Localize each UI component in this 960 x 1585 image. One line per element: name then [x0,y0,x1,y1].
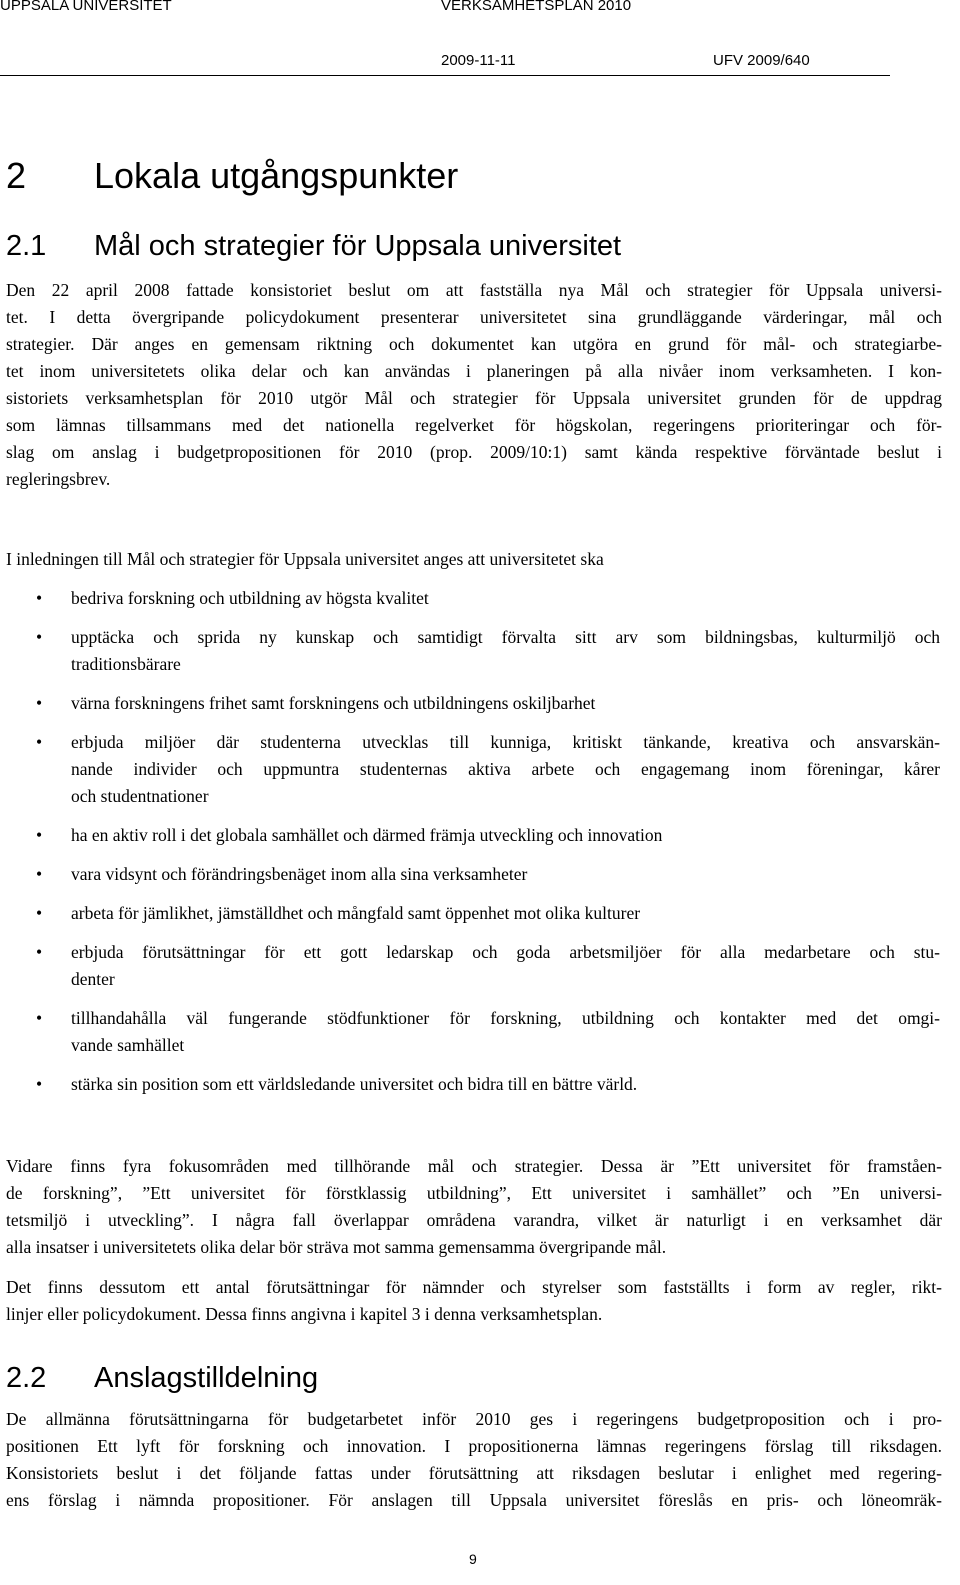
bullet-icon: • [36,627,43,647]
text-line: vara vidsynt och förändringsbenäget inom alla sina verksamheter [71,864,528,884]
chapter-number: 2 [6,155,27,196]
text-line: linjer eller policydokument. Dessa finns angivna i kapitel 3 i denna verksamhetsplan. [6,1304,603,1324]
bullet-icon: • [36,732,43,752]
paragraph-focus-areas [6,1153,942,1261]
bullet-icon: • [36,942,43,962]
text-line: regleringsbrev. [6,469,111,489]
chapter-heading [6,154,458,198]
text-line: de forskning”, ”Ett universitet för förstklassig utbildning”, Ett universitet i samhället” och ”En universi- [6,1183,942,1203]
bullet-icon: • [36,588,43,608]
list-item [0,939,940,993]
page-number: 9 [469,1551,477,1567]
header-date: 2009-11-11 [441,52,516,69]
section-heading-2-1 [6,228,621,264]
text-line: Konsistoriets beslut i det följande fattas under förutsättning att riksdagen beslutar i enlighet med regering- [6,1463,942,1483]
text-line: denter [71,969,115,989]
list-item [0,900,940,927]
paragraph-prerequisites [6,1274,942,1328]
text-line: tet inom universitetets olika delar och kan användas i planeringen på alla nivåer inom verksamheten. I kon- [6,361,942,381]
paragraph-intro [6,546,942,573]
paragraph-allocation [6,1406,942,1514]
text-line: De allmänna förutsättningarna för budgetarbetet inför 2010 ges i regeringens budgetproposition och i pro- [6,1409,942,1429]
text-line: alla insatser i universitetets olika delar bör sträva mot samma gemensamma övergripande mål. [6,1237,667,1257]
header-divider [0,75,890,76]
section-heading-2-2 [6,1360,318,1396]
chapter-title: Lokala utgångspunkter [94,155,459,196]
text-line: Vidare finns fyra fokusområden med tillhörande mål och strategier. Dessa är ”Ett universitet för framståen- [6,1156,942,1176]
section-number: 2.1 [6,230,47,262]
bullet-icon: • [36,825,43,845]
bullet-list [0,585,940,1098]
bullet-icon: • [36,1008,43,1028]
text-line: Det finns dessutom ett antal förutsättningar för nämnder och styrelser som fastställts i form av regler, rikt- [6,1277,942,1297]
text-line: tet. I detta övergripande policydokument presenterar universitetet sina grundläggande värderingar, mål och [6,307,942,327]
text-line: positionen Ett lyft för forskning och innovation. I propositionerna lämnas regeringens förslag till riksdagen. [6,1436,942,1456]
text-line: erbjuda förutsättningar för ett gott ledarskap och goda arbetsmiljöer för alla medarbetare och stu- [71,942,940,962]
bullet-icon: • [36,693,43,713]
list-item [0,822,940,849]
text-line: värna forskningens frihet samt forskningens och utbildningens oskiljbarhet [71,693,596,713]
list-item [0,1071,940,1098]
paragraph-goals-strategies [6,277,942,493]
text-line: stärka sin position som ett världsledande universitet och bidra till en bättre värld. [71,1074,638,1094]
list-item [0,861,940,888]
list-item [0,624,940,678]
section-number: 2.2 [6,1362,47,1394]
text-line: sistoriets verksamhetsplan för 2010 utgör Mål och strategier för Uppsala universitet grunden för de uppdrag [6,388,942,408]
text-line: tetsmiljö i utveckling”. I några fall överlappar områdena varandra, vilket är naturligt i en verksamhet där [6,1210,942,1230]
bullet-icon: • [36,1074,43,1094]
bullet-icon: • [36,903,43,923]
text-line: som lämnas tillsammans med det nationella regelverket för högskolan, regeringens prioriteringar och för- [6,415,942,435]
text-line: Den 22 april 2008 fattade konsistoriet beslut om att fastställa nya Mål och strategier för Uppsala universi- [6,280,942,300]
text-line: ha en aktiv roll i det globala samhället och därmed främja utveckling och innovation [71,825,663,845]
section-title: Mål och strategier för Uppsala universitet [94,230,622,262]
list-item [0,585,940,612]
list-item [0,1005,940,1059]
text-line: bedriva forskning och utbildning av högsta kvalitet [71,588,429,608]
text-line: traditionsbärare [71,654,181,674]
text-line: nande individer och uppmuntra studenternas aktiva arbete och engagemang inom föreningar, kårer [71,759,940,779]
header-university: UPPSALA UNIVERSITET [0,0,172,14]
bullet-icon: • [36,864,43,884]
header-reference: UFV 2009/640 [713,52,810,69]
text-line: ens förslag i nämnda propositioner. För anslagen till Uppsala universitet föreslås en pris- och löneomräk- [6,1490,942,1510]
text-line: arbeta för jämlikhet, jämställdhet och mångfald samt öppenhet mot olika kulturer [71,903,641,923]
text-line: och studentnationer [71,786,209,806]
list-item [0,690,940,717]
header-document: VERKSAMHETSPLAN 2010 [441,0,632,14]
text-line: I inledningen till Mål och strategier för Uppsala universitet anges att universitetet ska [6,549,604,569]
text-line: upptäcka och sprida ny kunskap och samtidigt förvalta sitt arv som bildningsbas, kulturmiljö och [71,627,940,647]
text-line: strategier. Där anges en gemensam riktning och dokumentet kan utgöra en grund för mål- och strategiarbe- [6,334,942,354]
text-line: tillhandahålla väl fungerande stödfunktioner för forskning, utbildning och kontakter med det omgi- [71,1008,940,1028]
text-line: vande samhället [71,1035,185,1055]
text-line: slag om anslag i budgetpropositionen för 2010 (prop. 2009/10:1) samt kända respektive förväntade beslut i [6,442,942,462]
section-title: Anslagstilldelning [94,1362,319,1394]
list-item [0,729,940,810]
text-line: erbjuda miljöer där studenterna utvecklas till kunniga, kritiskt tänkande, kreativa och ansvarskän- [71,732,940,752]
